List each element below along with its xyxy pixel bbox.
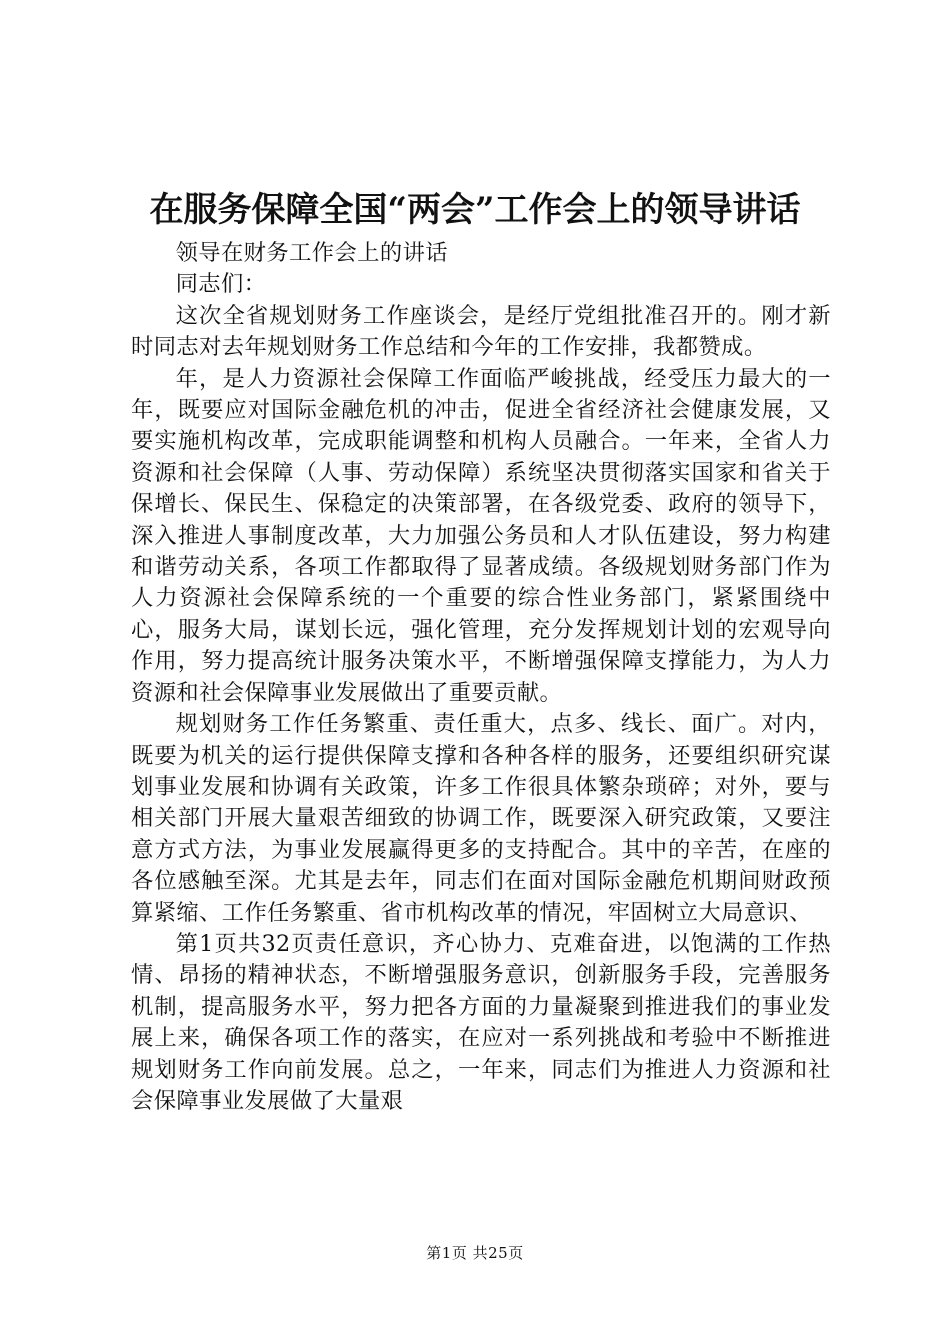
paragraph-subtitle: 领导在财务工作会上的讲话: [175, 240, 448, 266]
paragraph: 第1页共32页责任意识，齐心协力、克难奋进，以饱满的工作热情、昂扬的精神状态，不断增强服务意识，创新服务手段，完善服务机制，提高服务水平，努力把各方面的力量凝聚到推进我们的事业发展上来，确保各项工作的落实，在应对一系列挑战和考验中不断推进规划财务工作向前发展。总之，一年来，同志们为推进人力资源和社会保障事业发展做了大量艰: [131, 930, 831, 1114]
document-title: 在服务保障全国“两会”工作会上的领导讲话: [149, 190, 801, 230]
paragraph: 规划财务工作任务繁重、责任重大，点多、线长、面广。对内，既要为机关的运行提供保障支撑和各种各样的服务，还要组织研究谋划事业发展和协调有关政策，许多工作很具体繁杂琐碎；对外，要与相关部门开展大量艰苦细致的协调工作，既要深入研究政策，又要注意方式方法，为事业发展赢得更多的支持配合。其中的辛苦，在座的各位感触至深。尤其是去年，同志们在面对国际金融危机期间财政预算紧缩、工作任务繁重、省市机构改革的情况，牢固树立大局意识、: [131, 711, 831, 926]
document-body: [131, 238, 831, 1117]
paragraph: 年，是人力资源社会保障工作面临严峻挑战，经受压力最大的一年，既要应对国际金融危机的冲击，促进全省经济社会健康发展，又要实施机构改革，完成职能调整和机构人员融合。一年来，全省人力资源和社会保障（人事、劳动保障）系统坚决贯彻落实国家和省关于保增长、保民生、保稳定的决策部署，在各级党委、政府的领导下，深入推进人事制度改革，大力加强公务员和人才队伍建设，努力构建和谐劳动关系，各项工作都取得了显著成绩。各级规划财务部门作为人力资源社会保障系统的一个重要的综合性业务部门，紧紧围绕中心，服务大局，谋划长远，强化管理，充分发挥规划计划的宏观导向作用，努力提高统计服务决策水平，不断增强保障支撑能力，为人力资源和社会保障事业发展做出了重要贡献。: [131, 365, 831, 706]
paragraph-salutation: 同志们：: [175, 271, 267, 298]
paragraph: 这次全省规划财务工作座谈会，是经厅党组批准召开的。刚才新时同志对去年规划财务工作总结和今年的工作安排，我都赞成。: [131, 302, 831, 361]
page-footer: 第1页 共25页: [426, 1244, 524, 1262]
